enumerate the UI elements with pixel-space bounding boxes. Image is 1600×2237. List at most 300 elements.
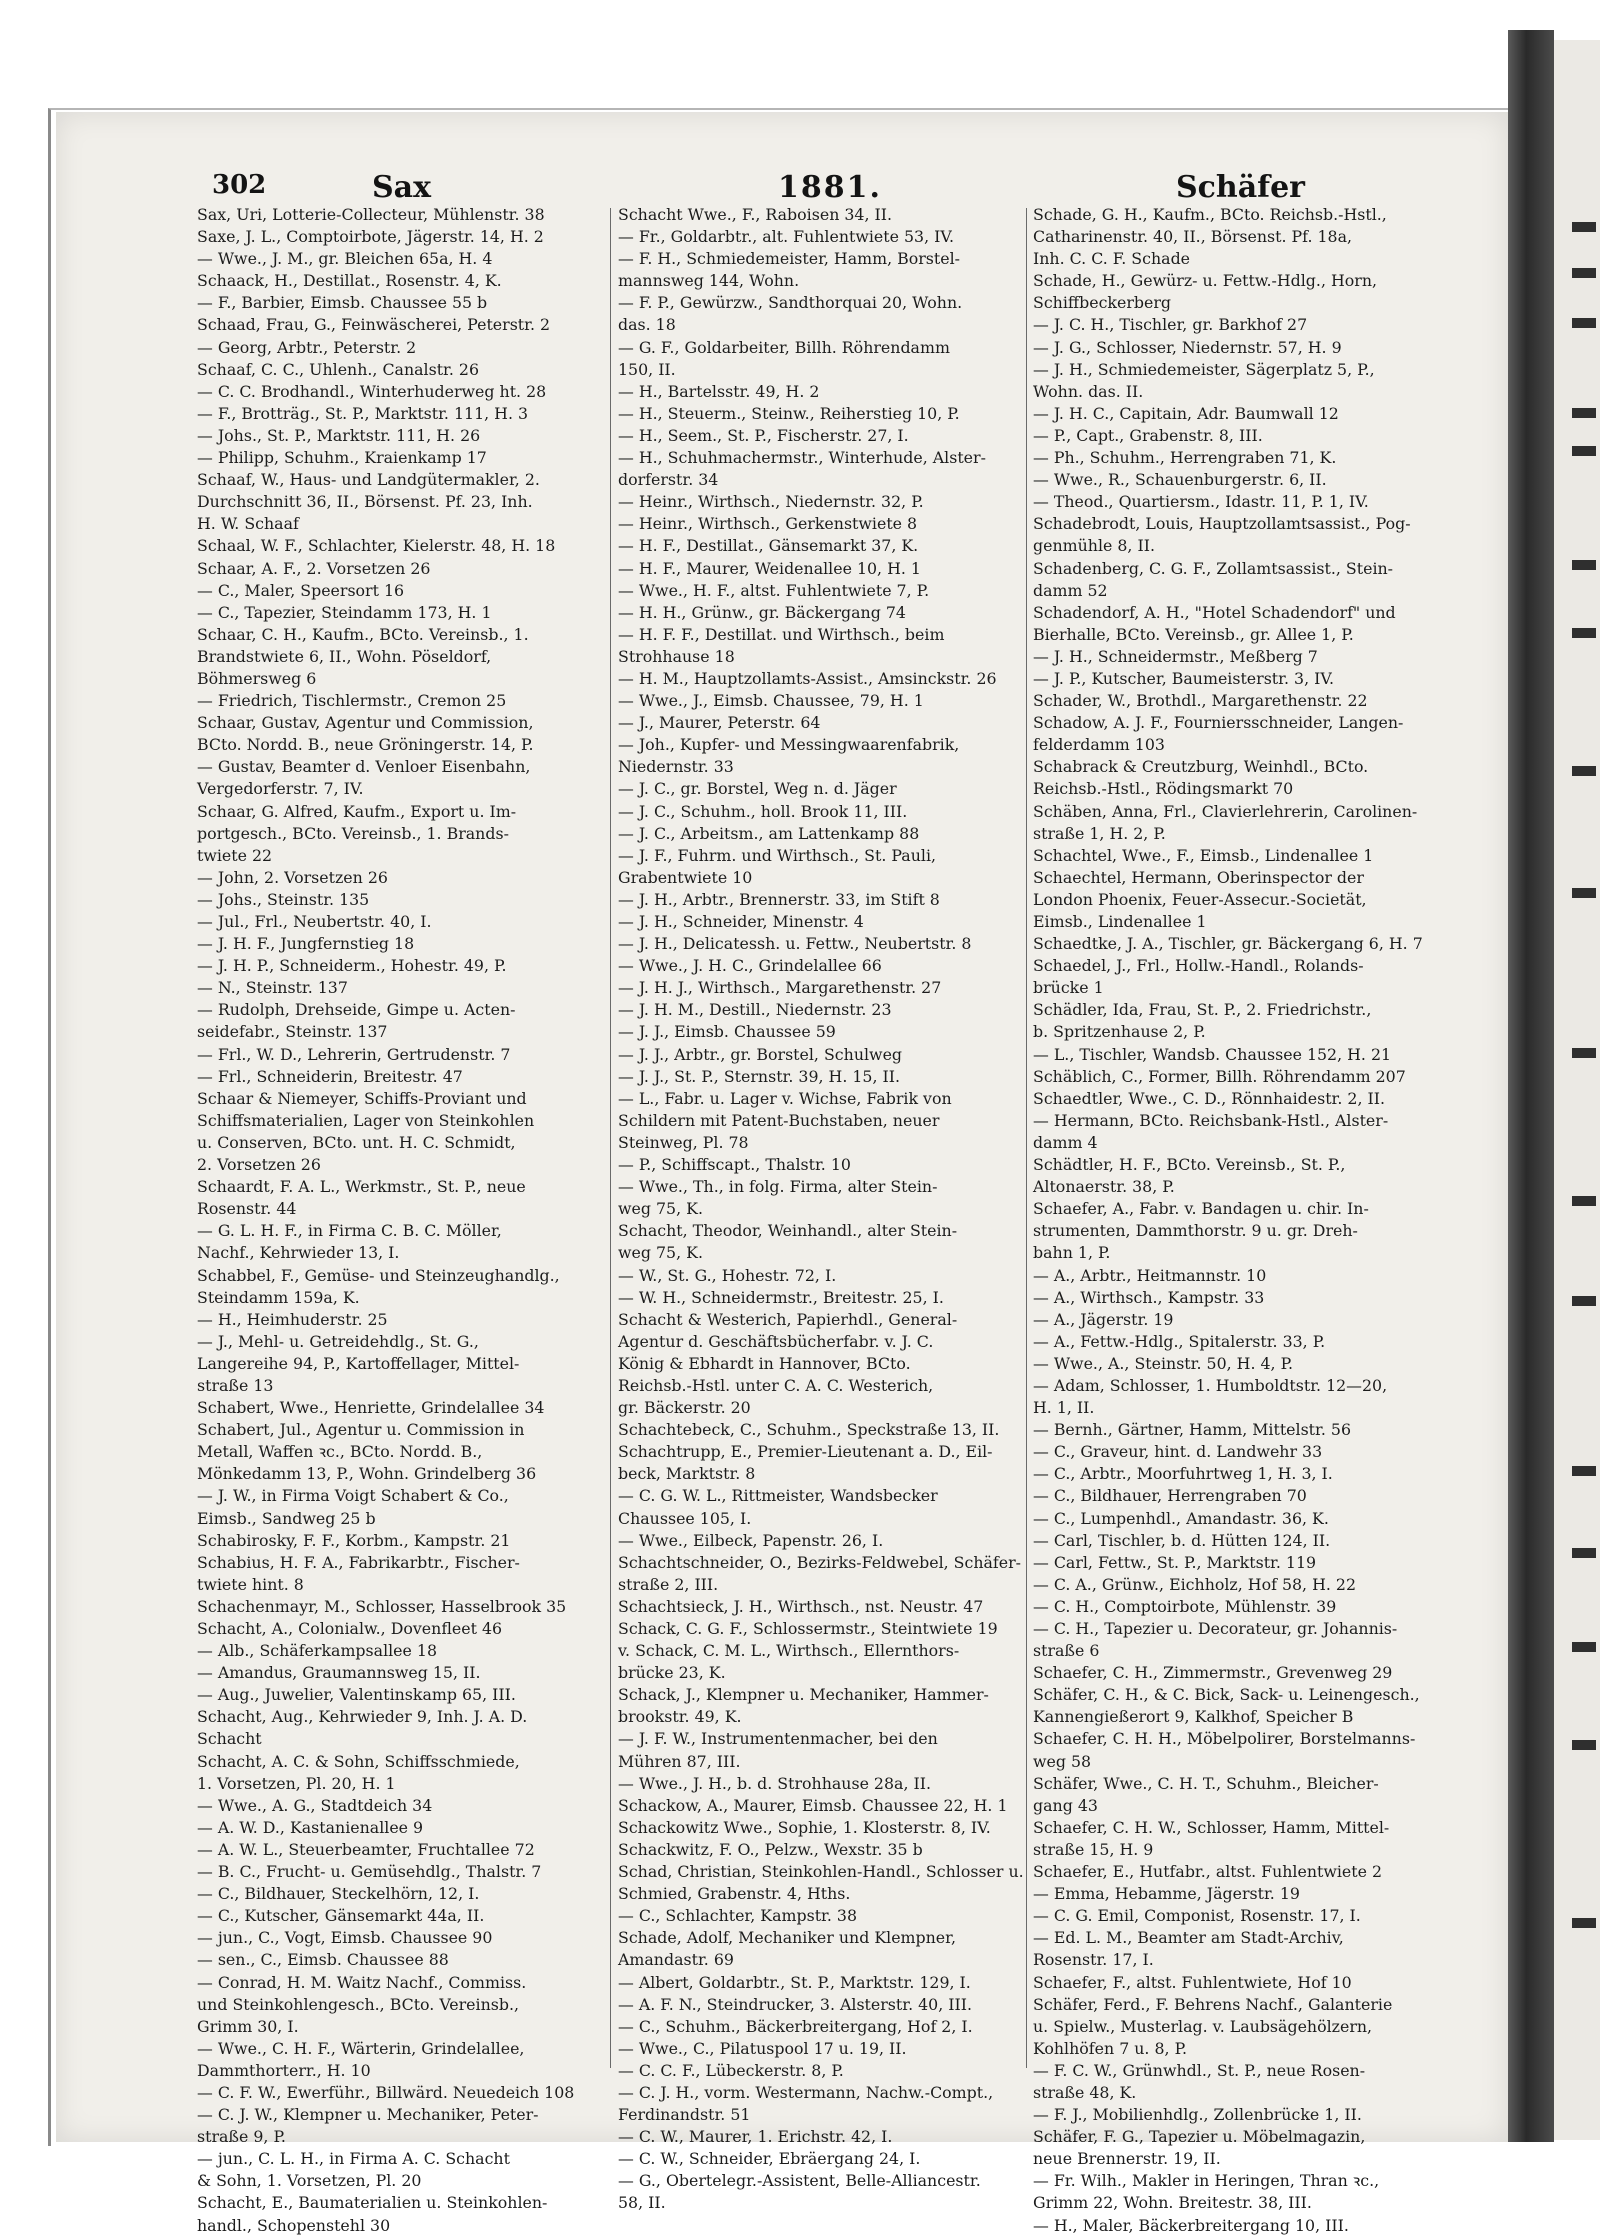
directory-entry-line: genmühle 8, II. xyxy=(1033,536,1155,556)
directory-entry-line: — Carl, Fettw., St. P., Marktstr. 119 xyxy=(1033,1552,1317,1572)
directory-entry-line: Schäfer, F. G., Tapezier u. Möbelmagazin, xyxy=(1033,2127,1366,2147)
directory-entry-line: b. Spritzenhause 2, P. xyxy=(1033,1022,1206,1042)
directory-entry-line: — C., Kutscher, Gänsemarkt 44a, II. xyxy=(197,1906,485,1926)
directory-entry-line: Schaack, H., Destillat., Rosenstr. 4, K. xyxy=(197,271,502,291)
directory-entry-line: Schacht, Theodor, Weinhandl., alter Stein- xyxy=(618,1221,958,1241)
directory-column-3 xyxy=(1033,204,1441,2235)
directory-entry-line: Metall, Waffen ꝛc., BCto. Nordd. B., xyxy=(197,1442,483,1462)
directory-entry-line: — C., Graveur, hint. d. Landwehr 33 xyxy=(1033,1442,1323,1462)
directory-entry-line: König & Ebhardt in Hannover, BCto. xyxy=(618,1353,911,1373)
directory-entry-line: Schade, G. H., Kaufm., BCto. Reichsb.-Hstl., xyxy=(1033,205,1387,224)
directory-entry-line: Schaar, G. Alfred, Kaufm., Export u. Im- xyxy=(197,801,517,821)
directory-entry-line: 150, II. xyxy=(618,359,676,379)
directory-entry-line: Reichsb.-Hstl., Rödingsmarkt 70 xyxy=(1033,779,1294,799)
directory-entry-line: — A., Fettw.-Hdlg., Spitalerstr. 33, P. xyxy=(1033,1331,1326,1351)
directory-entry-line: straße 13 xyxy=(197,1375,274,1395)
directory-entry-line: — Emma, Hebamme, Jägerstr. 19 xyxy=(1033,1884,1300,1904)
directory-entry-line: Schaefer, C. H. H., Möbelpolirer, Borstelmanns- xyxy=(1033,1729,1416,1749)
directory-entry-line: Schabirosky, F. F., Korbm., Kampstr. 21 xyxy=(197,1530,511,1550)
directory-entry-line: — J. H. M., Destill., Niedernstr. 23 xyxy=(618,1000,892,1020)
adjacent-page-fragment xyxy=(1572,888,1596,898)
directory-entry-line: — Adam, Schlosser, 1. Humboldtstr. 12—20, xyxy=(1033,1375,1388,1395)
directory-entry-line: Schadenberg, C. G. F., Zollamtsassist., Stein- xyxy=(1033,558,1394,578)
directory-entry-line: — Georg, Arbtr., Peterstr. 2 xyxy=(197,337,417,357)
directory-entry-line: Schaar, C. H., Kaufm., BCto. Vereinsb., 1. xyxy=(197,624,529,644)
directory-entry-line: Bierhalle, BCto. Vereinsb., gr. Allee 1, P. xyxy=(1033,624,1354,644)
adjacent-page-fragment xyxy=(1572,408,1596,418)
directory-entry-line: — C. A., Grünw., Eichholz, Hof 58, H. 22 xyxy=(1033,1574,1357,1594)
directory-entry-line: — J. H. C., Capitain, Adr. Baumwall 12 xyxy=(1033,403,1339,423)
directory-entry-line: Sax, Uri, Lotterie-Collecteur, Mühlenstr. 38 xyxy=(197,205,545,224)
directory-entry-line: Schachtebeck, C., Schuhm., Speckstraße 13, II. xyxy=(618,1420,1000,1440)
directory-entry-line: neue Brennerstr. 19, II. xyxy=(1033,2149,1221,2169)
directory-entry-line: — Wwe., H. F., altst. Fuhlentwiete 7, P. xyxy=(618,580,930,600)
directory-entry-line: Wohn. das. II. xyxy=(1033,381,1144,401)
directory-entry-line: — Hermann, BCto. Reichsbank-Hstl., Alster- xyxy=(1033,1110,1389,1130)
directory-entry-line: — Fr. Wilh., Makler in Heringen, Thran ꝛc., xyxy=(1033,2171,1380,2191)
directory-entry-line: Schaefer, E., Hutfabr., altst. Fuhlentwiete 2 xyxy=(1033,1862,1383,1882)
adjacent-page-fragment xyxy=(1572,1918,1596,1928)
directory-entry-line: — Wwe., J. M., gr. Bleichen 65a, H. 4 xyxy=(197,249,493,269)
directory-entry-line: — Ed. L. M., Beamter am Stadt-Archiv, xyxy=(1033,1928,1344,1948)
directory-entry-line: brookstr. 49, K. xyxy=(618,1707,742,1727)
directory-entry-line: Ferdinandstr. 51 xyxy=(618,2105,751,2125)
directory-entry-line: Grimm 30, I. xyxy=(197,2016,299,2036)
directory-entry-line: Rosenstr. 44 xyxy=(197,1199,297,1219)
directory-entry-line: Schäblich, C., Former, Billh. Röhrendamm 207 xyxy=(1033,1066,1406,1086)
directory-entry-line: — Rudolph, Drehseide, Gimpe u. Acten- xyxy=(197,1000,516,1020)
directory-entry-line: — H., Maler, Bäckerbreitergang 10, III. xyxy=(1033,2215,1349,2235)
directory-entry-line: Schabbel, F., Gemüse- und Steinzeughandlg., xyxy=(197,1265,560,1285)
adjacent-page-fragment xyxy=(1572,1466,1596,1476)
directory-entry-line: Schackowitz Wwe., Sophie, 1. Klosterstr. 8, IV. xyxy=(618,1817,991,1837)
directory-entry-line: Schacht, A. C. & Sohn, Schiffsschmiede, xyxy=(197,1751,520,1771)
directory-entry-line: twiete hint. 8 xyxy=(197,1574,304,1594)
directory-entry-line: — J. H., Delicatessh. u. Fettw., Neubertstr. 8 xyxy=(618,934,972,954)
directory-entry-line: Steindamm 159a, K. xyxy=(197,1287,360,1307)
directory-entry-line: — C., Maler, Speersort 16 xyxy=(197,580,405,600)
directory-entry-line: — F. J., Mobilienhdlg., Zollenbrücke 1, II. xyxy=(1033,2105,1362,2125)
directory-entry-line: — Wwe., J. H., b. d. Strohhause 28a, II. xyxy=(618,1773,931,1793)
directory-entry-line: Brandstwiete 6, II., Wohn. Pöseldorf, xyxy=(197,646,492,666)
directory-entry-line: Schaefer, C. H. W., Schlosser, Hamm, Mittel- xyxy=(1033,1817,1390,1837)
directory-entry-line: — C., Bildhauer, Steckelhörn, 12, I. xyxy=(197,1884,480,1904)
directory-entry-line: — Wwe., A. G., Stadtdeich 34 xyxy=(197,1795,433,1815)
directory-entry-line: — Heinr., Wirthsch., Gerkenstwiete 8 xyxy=(618,514,918,534)
directory-entry-line: — C. C. F., Lübeckerstr. 8, P. xyxy=(618,2060,844,2080)
directory-entry-line: Reichsb.-Hstl. unter C. A. C. Westerich, xyxy=(618,1375,934,1395)
directory-entry-line: — C., Schuhm., Bäckerbreitergang, Hof 2, I. xyxy=(618,2016,973,2036)
directory-entry-line: — Philipp, Schuhm., Kraienkamp 17 xyxy=(197,448,487,468)
directory-entry-line: — C., Lumpenhdl., Amandastr. 36, K. xyxy=(1033,1508,1329,1528)
directory-entry-line: — C., Bildhauer, Herrengraben 70 xyxy=(1033,1486,1307,1506)
directory-entry-line: — J. C. H., Tischler, gr. Barkhof 27 xyxy=(1033,315,1308,335)
directory-entry-line: — C. W., Schneider, Ebräergang 24, I. xyxy=(618,2149,921,2169)
directory-entry-line: — J. H. F., Jungfernstieg 18 xyxy=(197,934,415,954)
directory-entry-line: — C. J. W., Klempner u. Mechaniker, Peter- xyxy=(197,2105,539,2125)
directory-entry-line: — C. F. W., Ewerführ., Billwärd. Neuedeich 108 xyxy=(197,2082,575,2102)
directory-entry-line: London Phoenix, Feuer-Assecur.-Societät, xyxy=(1033,889,1367,909)
directory-entry-line: Schacht, E., Baumaterialien u. Steinkohlen- xyxy=(197,2193,548,2213)
directory-entry-line: — C. H., Tapezier u. Decorateur, gr. Johannis- xyxy=(1033,1619,1398,1638)
directory-column-2 xyxy=(618,204,1026,2213)
directory-entry-line: — F. P., Gewürzw., Sandthorquai 20, Wohn. xyxy=(618,293,963,313)
directory-entry-line: — Jul., Frl., Neubertstr. 40, I. xyxy=(197,912,432,931)
directory-entry-line: weg 75, K. xyxy=(618,1199,703,1219)
directory-entry-line: Schaar, Gustav, Agentur und Commission, xyxy=(197,713,534,733)
column-rule xyxy=(1026,208,1027,2068)
directory-entry-line: Catharinenstr. 40, II., Börsenst. Pf. 18a, xyxy=(1033,227,1353,247)
directory-entry-line: handl., Schopenstehl 30 xyxy=(197,2215,391,2235)
directory-entry-line: — H., Seem., St. P., Fischerstr. 27, I. xyxy=(618,425,909,445)
directory-entry-line: — Johs., Steinstr. 135 xyxy=(197,889,370,909)
directory-entry-line: Schaar & Niemeyer, Schiffs-Proviant und xyxy=(197,1088,527,1108)
directory-entry-line: — A., Arbtr., Heitmannstr. 10 xyxy=(1033,1265,1267,1285)
directory-entry-line: — C. W., Maurer, 1. Erichstr. 42, I. xyxy=(618,2127,893,2147)
directory-entry-line: — John, 2. Vorsetzen 26 xyxy=(197,867,388,887)
directory-entry-line: — J. H., Schneidermstr., Meßberg 7 xyxy=(1033,646,1318,666)
directory-entry-line: — Wwe., R., Schauenburgerstr. 6, II. xyxy=(1033,470,1327,490)
directory-entry-line: Schäben, Anna, Frl., Clavierlehrerin, Carolinen- xyxy=(1033,801,1418,821)
adjacent-page-fragment xyxy=(1572,446,1596,456)
directory-entry-line: 1. Vorsetzen, Pl. 20, H. 1 xyxy=(197,1773,396,1793)
directory-entry-line: Schadendorf, A. H., "Hotel Schadendorf" und xyxy=(1033,602,1396,622)
adjacent-page-fragment xyxy=(1572,318,1596,328)
directory-entry-line: — J. H. P., Schneiderm., Hohestr. 49, P. xyxy=(197,956,507,976)
page-number: 302 xyxy=(212,170,267,200)
directory-entry-line: Steinweg, Pl. 78 xyxy=(618,1132,749,1152)
directory-entry-line: u. Spielw., Musterlag. v. Laubsägehölzern, xyxy=(1033,2016,1373,2036)
adjacent-page-fragment xyxy=(1572,560,1596,570)
directory-entry-line: — Heinr., Wirthsch., Niedernstr. 32, P. xyxy=(618,492,924,512)
adjacent-page-fragment xyxy=(1572,628,1596,638)
directory-entry-line: Schade, H., Gewürz- u. Fettw.-Hdlg., Horn, xyxy=(1033,271,1378,291)
directory-entry-line: Schmied, Grabenstr. 4, Hths. xyxy=(618,1884,851,1904)
directory-entry-line: Schaaf, C. C., Uhlenh., Canalstr. 26 xyxy=(197,359,480,379)
directory-entry-line: Niedernstr. 33 xyxy=(618,757,734,777)
directory-entry-line: Schaedtler, Wwe., C. D., Rönnhaidestr. 2, II. xyxy=(1033,1088,1385,1108)
directory-entry-line: — Alb., Schäferkampsallee 18 xyxy=(197,1641,437,1661)
directory-entry-line: — C. G. W. L., Rittmeister, Wandsbecker xyxy=(618,1486,938,1506)
directory-entry-line: Schildern mit Patent-Buchstaben, neuer xyxy=(618,1110,940,1130)
directory-entry-line: — Conrad, H. M. Waitz Nachf., Commiss. xyxy=(197,1972,527,1992)
adjacent-page-fragment xyxy=(1572,1296,1596,1306)
directory-entry-line: H. W. Schaaf xyxy=(197,514,299,534)
directory-entry-line: — Gustav, Beamter d. Venloer Eisenbahn, xyxy=(197,757,531,777)
directory-entry-line: — J. J., Arbtr., gr. Borstel, Schulweg xyxy=(618,1044,903,1064)
directory-column-1 xyxy=(197,204,605,2235)
directory-entry-line: — J. F., Fuhrm. und Wirthsch., St. Pauli, xyxy=(618,845,937,865)
directory-entry-line: — J. W., in Firma Voigt Schabert & Co., xyxy=(197,1486,509,1506)
directory-entry-line: — G. F., Goldarbeiter, Billh. Röhrendamm xyxy=(618,337,950,357)
directory-entry-line: Schacht Wwe., F., Raboisen 34, II. xyxy=(618,205,893,224)
directory-entry-line: Inh. C. C. F. Schade xyxy=(1033,249,1191,269)
directory-entry-line: — H. F. F., Destillat. und Wirthsch., beim xyxy=(618,624,945,644)
directory-entry-line: straße 2, III. xyxy=(618,1574,719,1594)
directory-entry-line: Schaedtke, J. A., Tischler, gr. Bäckergang 6, H. 7 xyxy=(1033,934,1423,954)
directory-entry-line: — J. J., Eimsb. Chaussee 59 xyxy=(618,1022,836,1042)
directory-entry-line: Nachf., Kehrwieder 13, I. xyxy=(197,1243,400,1263)
directory-entry-line: — H., Steuerm., Steinw., Reiherstieg 10, P. xyxy=(618,403,960,423)
directory-entry-line: Schaefer, A., Fabr. v. Bandagen u. chir. In- xyxy=(1033,1199,1369,1219)
directory-entry-line: — N., Steinstr. 137 xyxy=(197,978,348,998)
directory-entry-line: Schaefer, F., altst. Fuhlentwiete, Hof 10 xyxy=(1033,1972,1352,1992)
directory-entry-line: Schacht xyxy=(197,1729,262,1749)
directory-entry-line: felderdamm 103 xyxy=(1033,735,1165,755)
directory-entry-line: Langereihe 94, P., Kartoffellager, Mittel- xyxy=(197,1353,520,1373)
directory-entry-line: Schabrack & Creutzburg, Weinhdl., BCto. xyxy=(1033,757,1369,777)
directory-entry-line: — H. F., Destillat., Gänsemarkt 37, K. xyxy=(618,536,919,556)
directory-entry-line: dorferstr. 34 xyxy=(618,470,719,490)
directory-entry-line: Rosenstr. 17, I. xyxy=(1033,1950,1154,1970)
directory-entry-line: Kannengießerort 9, Kalkhof, Speicher B xyxy=(1033,1707,1354,1727)
directory-entry-line: — C. C. Brodhandl., Winterhuderweg ht. 28 xyxy=(197,381,547,401)
directory-entry-line: — J. H. J., Wirthsch., Margarethenstr. 27 xyxy=(618,978,942,998)
directory-entry-line: Schaedel, J., Frl., Hollw.-Handl., Rolands- xyxy=(1033,956,1364,976)
directory-entry-line: Schader, W., Brothdl., Margarethenstr. 22 xyxy=(1033,691,1368,711)
directory-entry-line: Chaussee 105, I. xyxy=(618,1508,752,1528)
directory-entry-line: seidefabr., Steinstr. 137 xyxy=(197,1022,388,1042)
directory-entry-line: — C., Schlachter, Kampstr. 38 xyxy=(618,1906,858,1926)
directory-entry-line: Amandastr. 69 xyxy=(618,1950,734,1970)
directory-entry-line: portgesch., BCto. Vereinsb., 1. Brands- xyxy=(197,823,509,843)
running-head-right: Schäfer xyxy=(1176,170,1305,205)
directory-entry-line: Schadow, A. J. F., Fourniersschneider, Langen- xyxy=(1033,713,1404,733)
directory-entry-line: Schaar, A. F., 2. Vorsetzen 26 xyxy=(197,558,431,578)
directory-entry-line: — J. H., Schneider, Minenstr. 4 xyxy=(618,912,864,931)
directory-entry-line: — C. H., Comptoirbote, Mühlenstr. 39 xyxy=(1033,1596,1337,1616)
directory-entry-line: Schaechtel, Hermann, Oberinspector der xyxy=(1033,867,1364,887)
book-gutter-shadow xyxy=(1508,30,1554,2142)
directory-entry-line: — F. H., Schmiedemeister, Hamm, Borstel- xyxy=(618,249,960,269)
directory-entry-line: Dammthorterr., H. 10 xyxy=(197,2060,371,2080)
directory-entry-line: — G. L. H. F., in Firma C. B. C. Möller, xyxy=(197,1221,502,1241)
directory-entry-line: — Frl., W. D., Lehrerin, Gertrudenstr. 7 xyxy=(197,1044,511,1064)
directory-entry-line: Vergedorferstr. 7, IV. xyxy=(197,779,364,799)
directory-entry-line: Schack, C. G. F., Schlossermstr., Steintwiete 19 xyxy=(618,1619,998,1638)
directory-entry-line: Schad, Christian, Steinkohlen-Handl., Schlosser u. xyxy=(618,1862,1024,1882)
directory-entry-line: — J. C., gr. Borstel, Weg n. d. Jäger xyxy=(618,779,897,799)
directory-entry-line: — W., St. G., Hohestr. 72, I. xyxy=(618,1265,837,1285)
directory-entry-line: damm 52 xyxy=(1033,580,1108,600)
adjacent-page-fragment xyxy=(1572,1548,1596,1558)
directory-entry-line: 2. Vorsetzen 26 xyxy=(197,1155,321,1175)
directory-entry-line: — H. H., Grünw., gr. Bäckergang 74 xyxy=(618,602,906,622)
directory-entry-line: — Wwe., C., Pilatuspool 17 u. 19, II. xyxy=(618,2038,907,2058)
directory-entry-line: — Aug., Juwelier, Valentinskamp 65, III. xyxy=(197,1685,516,1705)
directory-entry-line: Grabentwiete 10 xyxy=(618,867,753,887)
directory-entry-line: straße 48, K. xyxy=(1033,2082,1137,2102)
directory-entry-line: 58, II. xyxy=(618,2193,666,2213)
directory-entry-line: das. 18 xyxy=(618,315,676,335)
directory-entry-line: u. Conserven, BCto. unt. H. C. Schmidt, xyxy=(197,1132,516,1152)
directory-entry-line: — A., Wirthsch., Kampstr. 33 xyxy=(1033,1287,1265,1307)
directory-entry-line: — Theod., Quartiersm., Idastr. 11, P. 1, IV. xyxy=(1033,492,1369,512)
directory-entry-line: straße 9, P. xyxy=(197,2127,286,2147)
directory-entry-line: — Albert, Goldarbtr., St. P., Marktstr. 129, I. xyxy=(618,1972,971,1992)
directory-entry-line: Schädler, Ida, Frau, St. P., 2. Friedrichstr., xyxy=(1033,1000,1372,1020)
directory-entry-line: brücke 23, K. xyxy=(618,1663,726,1683)
directory-entry-line: — L., Fabr. u. Lager v. Wichse, Fabrik von xyxy=(618,1088,952,1108)
directory-entry-line: — C. G. Emil, Componist, Rosenstr. 17, I. xyxy=(1033,1906,1361,1926)
adjacent-page-edge xyxy=(1554,40,1600,2140)
directory-entry-line: — sen., C., Eimsb. Chaussee 88 xyxy=(197,1950,449,1970)
directory-entry-line: Kohlhöfen 7 u. 8, P. xyxy=(1033,2038,1188,2058)
directory-entry-line: Schaefer, C. H., Zimmermstr., Grevenweg 29 xyxy=(1033,1663,1393,1683)
directory-entry-line: gang 43 xyxy=(1033,1795,1098,1815)
directory-entry-line: — G., Obertelegr.-Assistent, Belle-Alliancestr. xyxy=(618,2171,981,2191)
adjacent-page-fragment xyxy=(1572,1196,1596,1206)
directory-entry-line: Eimsb., Sandweg 25 b xyxy=(197,1508,376,1528)
directory-entry-line: straße 1, H. 2, P. xyxy=(1033,823,1166,843)
directory-entry-line: Eimsb., Lindenallee 1 xyxy=(1033,912,1207,931)
directory-entry-line: straße 15, H. 9 xyxy=(1033,1839,1154,1859)
directory-entry-line: Schachenmayr, M., Schlosser, Hasselbrook 35 xyxy=(197,1596,567,1616)
directory-entry-line: Strohhause 18 xyxy=(618,646,735,666)
directory-entry-line: — Amandus, Graumannsweg 15, II. xyxy=(197,1663,481,1683)
directory-entry-line: Mönkedamm 13, P., Wohn. Grindelberg 36 xyxy=(197,1464,537,1484)
directory-entry-line: — Wwe., J. H. C., Grindelallee 66 xyxy=(618,956,882,976)
directory-entry-line: — Wwe., C. H. F., Wärterin, Grindelallee, xyxy=(197,2038,525,2058)
directory-entry-line: Schabert, Jul., Agentur u. Commission in xyxy=(197,1420,525,1440)
directory-entry-line: — C., Arbtr., Moorfuhrtweg 1, H. 3, I. xyxy=(1033,1464,1333,1484)
directory-entry-line: — P., Schiffscapt., Thalstr. 10 xyxy=(618,1155,851,1175)
adjacent-page-fragment xyxy=(1572,766,1596,776)
directory-entry-line: Mühren 87, III. xyxy=(618,1751,741,1771)
directory-entry-line: — jun., C., Vogt, Eimsb. Chaussee 90 xyxy=(197,1928,493,1948)
directory-entry-line: — C., Tapezier, Steindamm 173, H. 1 xyxy=(197,602,492,622)
directory-entry-line: Agentur d. Geschäftsbücherfabr. v. J. C. xyxy=(618,1331,934,1351)
directory-entry-line: — B. C., Frucht- u. Gemüsehdlg., Thalstr. 7 xyxy=(197,1862,542,1882)
directory-entry-line: Schaaf, W., Haus- und Landgütermakler, 2. xyxy=(197,470,540,490)
adjacent-page-fragment xyxy=(1572,222,1596,232)
directory-entry-line: & Sohn, 1. Vorsetzen, Pl. 20 xyxy=(197,2171,422,2191)
directory-entry-line: — Johs., St. P., Marktstr. 111, H. 26 xyxy=(197,425,481,445)
directory-entry-line: Durchschnitt 36, II., Börsenst. Pf. 23, Inh. xyxy=(197,492,533,512)
directory-entry-line: Schachtel, Wwe., F., Eimsb., Lindenallee 1 xyxy=(1033,845,1374,865)
directory-entry-line: strumenten, Dammthorstr. 9 u. gr. Dreh- xyxy=(1033,1221,1358,1241)
adjacent-page-fragment xyxy=(1572,1048,1596,1058)
page-year: 1881. xyxy=(778,170,882,205)
adjacent-page-fragment xyxy=(1572,1642,1596,1652)
directory-entry-line: — jun., C. L. H., in Firma A. C. Schacht xyxy=(197,2149,510,2169)
directory-entry-line: — J. G., Schlosser, Niedernstr. 57, H. 9 xyxy=(1033,337,1342,357)
directory-entry-line: — C. J. H., vorm. Westermann, Nachw.-Compt., xyxy=(618,2082,994,2102)
directory-entry-line: — J. J., St. P., Sternstr. 39, H. 15, II. xyxy=(618,1066,901,1086)
directory-entry-line: — A. F. N., Steindrucker, 3. Alsterstr. 40, III. xyxy=(618,1994,973,2014)
directory-entry-line: — H., Schuhmachermstr., Winterhude, Alster- xyxy=(618,448,986,468)
directory-entry-line: BCto. Nordd. B., neue Gröningerstr. 14, P. xyxy=(197,735,534,755)
directory-entry-line: — H., Bartelsstr. 49, H. 2 xyxy=(618,381,820,401)
directory-entry-line: — Wwe., Th., in folg. Firma, alter Stein- xyxy=(618,1177,938,1197)
directory-entry-line: — Wwe., A., Steinstr. 50, H. 4, P. xyxy=(1033,1353,1294,1373)
directory-entry-line: — H., Heimhuderstr. 25 xyxy=(197,1309,388,1329)
directory-entry-line: — Carl, Tischler, b. d. Hütten 124, II. xyxy=(1033,1530,1331,1550)
adjacent-page-fragment xyxy=(1572,268,1596,278)
directory-entry-line: Schachtschneider, O., Bezirks-Feldwebel, Schäfer- xyxy=(618,1552,1022,1572)
directory-entry-line: Schachtsieck, J. H., Wirthsch., nst. Neustr. 47 xyxy=(618,1596,984,1616)
directory-entry-line: Schack, J., Klempner u. Mechaniker, Hammer- xyxy=(618,1685,989,1705)
directory-entry-line: — J. H., Schmiedemeister, Sägerplatz 5, P., xyxy=(1033,359,1375,379)
directory-entry-line: — A., Jägerstr. 19 xyxy=(1033,1309,1174,1329)
directory-entry-line: — H. M., Hauptzollamts-Assist., Amsinckstr. 26 xyxy=(618,668,997,688)
directory-entry-line: und Steinkohlengesch., BCto. Vereinsb., xyxy=(197,1994,520,2014)
directory-entry-line: Schäfer, Ferd., F. Behrens Nachf., Galanterie xyxy=(1033,1994,1393,2014)
directory-entry-line: — P., Capt., Grabenstr. 8, III. xyxy=(1033,425,1263,445)
running-head-left: Sax xyxy=(372,170,431,205)
directory-entry-line: Schäfer, C. H., & C. Bick, Sack- u. Leinengesch., xyxy=(1033,1685,1420,1705)
directory-entry-line: Schachtrupp, E., Premier-Lieutenant a. D., Eil- xyxy=(618,1442,993,1462)
directory-entry-line: damm 4 xyxy=(1033,1132,1098,1152)
directory-entry-line: — F., Brotträg., St. P., Marktstr. 111, H. 3 xyxy=(197,403,529,423)
directory-entry-line: Schacht, Aug., Kehrwieder 9, Inh. J. A. D. xyxy=(197,1707,528,1727)
column-rule xyxy=(610,208,611,2068)
directory-entry-line: Schackow, A., Maurer, Eimsb. Chaussee 22, H. 1 xyxy=(618,1795,1008,1815)
directory-entry-line: — L., Tischler, Wandsb. Chaussee 152, H. 21 xyxy=(1033,1044,1392,1064)
directory-entry-line: Schiffsmaterialien, Lager von Steinkohlen xyxy=(197,1110,535,1130)
directory-entry-line: beck, Marktstr. 8 xyxy=(618,1464,756,1484)
directory-entry-line: Schackwitz, F. O., Pelzw., Wexstr. 35 b xyxy=(618,1839,923,1859)
directory-entry-line: twiete 22 xyxy=(197,845,273,865)
directory-entry-line: — Frl., Schneiderin, Breitestr. 47 xyxy=(197,1066,463,1086)
directory-entry-line: bahn 1, P. xyxy=(1033,1243,1111,1263)
directory-entry-line: Schaal, W. F., Schlachter, Kielerstr. 48, H. 18 xyxy=(197,536,556,556)
directory-entry-line: — Wwe., Eilbeck, Papenstr. 26, I. xyxy=(618,1530,884,1550)
directory-entry-line: — J. F. W., Instrumentenmacher, bei den xyxy=(618,1729,938,1749)
directory-entry-line: Schabius, H. F. A., Fabrikarbtr., Fischer- xyxy=(197,1552,520,1572)
directory-entry-line: Schäfer, Wwe., C. H. T., Schuhm., Bleicher- xyxy=(1033,1773,1379,1793)
directory-entry-line: — Wwe., J., Eimsb. Chaussee, 79, H. 1 xyxy=(618,691,924,711)
directory-entry-line: — Joh., Kupfer- und Messingwaarenfabrik, xyxy=(618,735,960,755)
directory-entry-line: H. 1, II. xyxy=(1033,1398,1095,1418)
directory-entry-line: — F., Barbier, Eimsb. Chaussee 55 b xyxy=(197,293,488,313)
directory-entry-line: Schaardt, F. A. L., Werkmstr., St. P., neue xyxy=(197,1177,526,1197)
directory-entry-line: Schabert, Wwe., Henriette, Grindelallee 34 xyxy=(197,1398,545,1418)
directory-entry-line: straße 6 xyxy=(1033,1641,1100,1661)
directory-entry-line: — Ph., Schuhm., Herrengraben 71, K. xyxy=(1033,448,1337,468)
directory-entry-line: — Friedrich, Tischlermstr., Cremon 25 xyxy=(197,691,507,711)
directory-entry-line: — Bernh., Gärtner, Hamm, Mittelstr. 56 xyxy=(1033,1420,1351,1440)
directory-entry-line: Schiffbeckerberg xyxy=(1033,293,1172,313)
directory-entry-line: — J. P., Kutscher, Baumeisterstr. 3, IV. xyxy=(1033,668,1335,688)
directory-entry-line: — H. F., Maurer, Weidenallee 10, H. 1 xyxy=(618,558,921,578)
directory-entry-line: — W. H., Schneidermstr., Breitestr. 25, I. xyxy=(618,1287,944,1307)
directory-entry-line: Schaad, Frau, G., Feinwäscherei, Peterstr. 2 xyxy=(197,315,551,335)
directory-entry-line: — J. C., Schuhm., holl. Brook 11, III. xyxy=(618,801,908,821)
directory-entry-line: — F. C. W., Grünwhdl., St. P., neue Rosen- xyxy=(1033,2060,1366,2080)
directory-entry-line: gr. Bäckerstr. 20 xyxy=(618,1398,751,1418)
directory-entry-line: Altonaerstr. 38, P. xyxy=(1033,1177,1175,1197)
directory-entry-line: Schacht & Westerich, Papierhdl., General- xyxy=(618,1309,958,1329)
directory-entry-line: weg 58 xyxy=(1033,1751,1092,1771)
directory-entry-line: brücke 1 xyxy=(1033,978,1104,998)
directory-entry-line: — J. C., Arbeitsm., am Lattenkamp 88 xyxy=(618,823,920,843)
directory-entry-line: Saxe, J. L., Comptoirbote, Jägerstr. 14, H. 2 xyxy=(197,227,544,247)
directory-entry-line: Grimm 22, Wohn. Breitestr. 38, III. xyxy=(1033,2193,1312,2213)
adjacent-page-fragment xyxy=(1572,1740,1596,1750)
directory-entry-line: — Fr., Goldarbtr., alt. Fuhlentwiete 53, IV. xyxy=(618,227,955,247)
directory-entry-line: Schadebrodt, Louis, Hauptzollamtsassist., Pog- xyxy=(1033,514,1411,534)
directory-entry-line: Schacht, A., Colonialw., Dovenfleet 46 xyxy=(197,1619,503,1638)
directory-entry-line: — A. W. L., Steuerbeamter, Fruchtallee 72 xyxy=(197,1839,535,1859)
directory-entry-line: weg 75, K. xyxy=(618,1243,703,1263)
directory-entry-line: — J. H., Arbtr., Brennerstr. 33, im Stift 8 xyxy=(618,889,940,909)
directory-entry-line: v. Schack, C. M. L., Wirthsch., Ellernthors- xyxy=(618,1641,960,1661)
directory-entry-line: — J., Mehl- u. Getreidehdlg., St. G., xyxy=(197,1331,479,1351)
directory-entry-line: — J., Maurer, Peterstr. 64 xyxy=(618,713,821,733)
directory-entry-line: Schädtler, H. F., BCto. Vereinsb., St. P., xyxy=(1033,1155,1346,1175)
directory-entry-line: — A. W. D., Kastanienallee 9 xyxy=(197,1817,424,1837)
